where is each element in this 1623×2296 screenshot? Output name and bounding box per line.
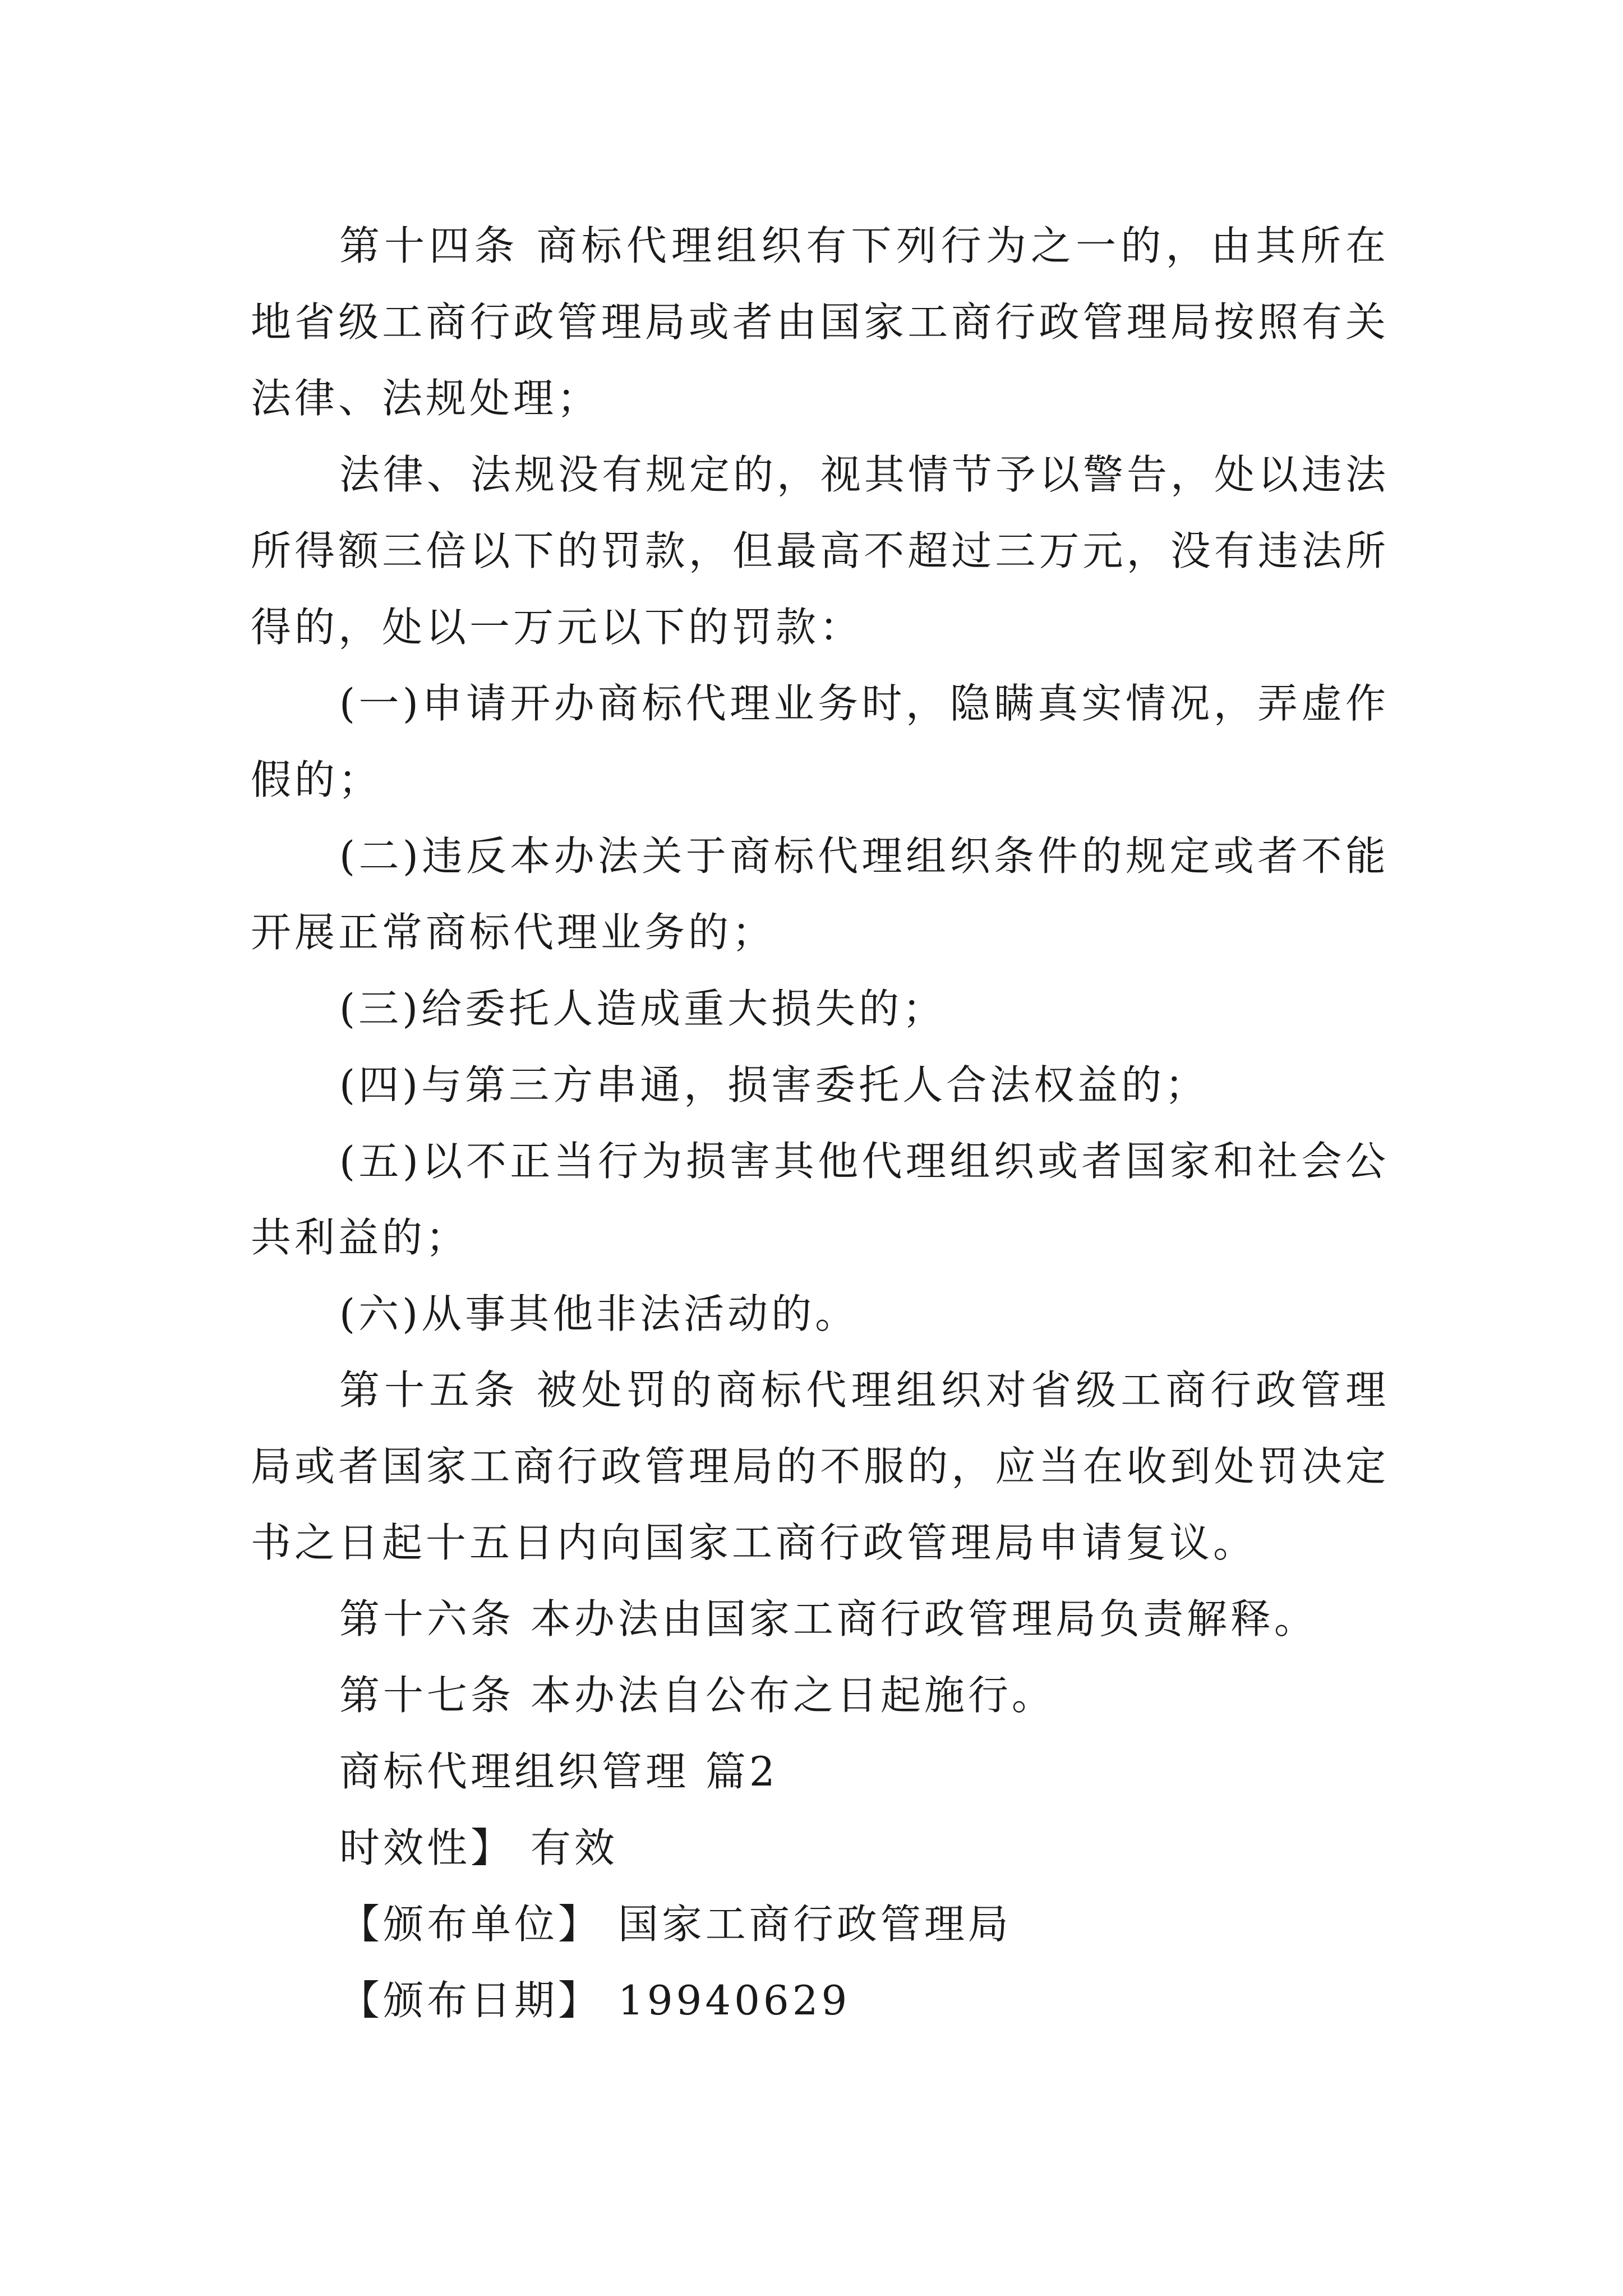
article-16: 第十六条 本办法由国家工商行政管理局负责解释。 [339, 1595, 1318, 1642]
article-14-penalty: 法律、法规没有规定的，视其情节予以警告，处以违法所得额三倍以下的罚款，但最高不超过三万元，没有违法所得的，处以一万元以下的罚款： [251, 451, 1390, 651]
issue-date-line: 【颁布日期】 19940629 [339, 1977, 851, 2024]
article-17: 第十七条 本办法自公布之日起施行。 [339, 1672, 1055, 1719]
issuing-authority-line: 【颁布单位】 国家工商行政管理局 [339, 1901, 1012, 1948]
section-title: 商标代理组织管理 篇2 [339, 1748, 778, 1795]
article-14-item-3: (三)给委托人造成重大损失的； [339, 985, 947, 1032]
article-14-item-1: (一)申请开办商标代理业务时，隐瞒真实情况，弄虚作假的； [251, 680, 1389, 803]
article-15: 第十五条 被处罚的商标代理组织对省级工商行政管理局或者国家工商行政管理局的不服的，应当在收到处罚决定书之日起十五日内向国家工商行政管理局申请复议。 [251, 1366, 1389, 1566]
article-14-intro: 第十四条 商标代理组织有下列行为之一的，由其所在地省级工商行政管理局或者由国家工商行政管理局按照有关法律、法规处理； [251, 222, 1389, 422]
article-14-item-5: (五)以不正当行为损害其他代理组织或者国家和社会公共利益的； [251, 1138, 1389, 1261]
article-14-item-4: (四)与第三方串通，损害委托人合法权益的； [339, 1061, 1209, 1108]
article-14-item-6: (六)从事其他非法活动的。 [339, 1290, 859, 1337]
document-body [251, 208, 1389, 2039]
validity-line: 时效性】 有效 [339, 1824, 618, 1871]
article-14-item-2: (二)违反本办法关于商标代理组织条件的规定或者不能开展正常商标代理业务的； [251, 832, 1389, 956]
